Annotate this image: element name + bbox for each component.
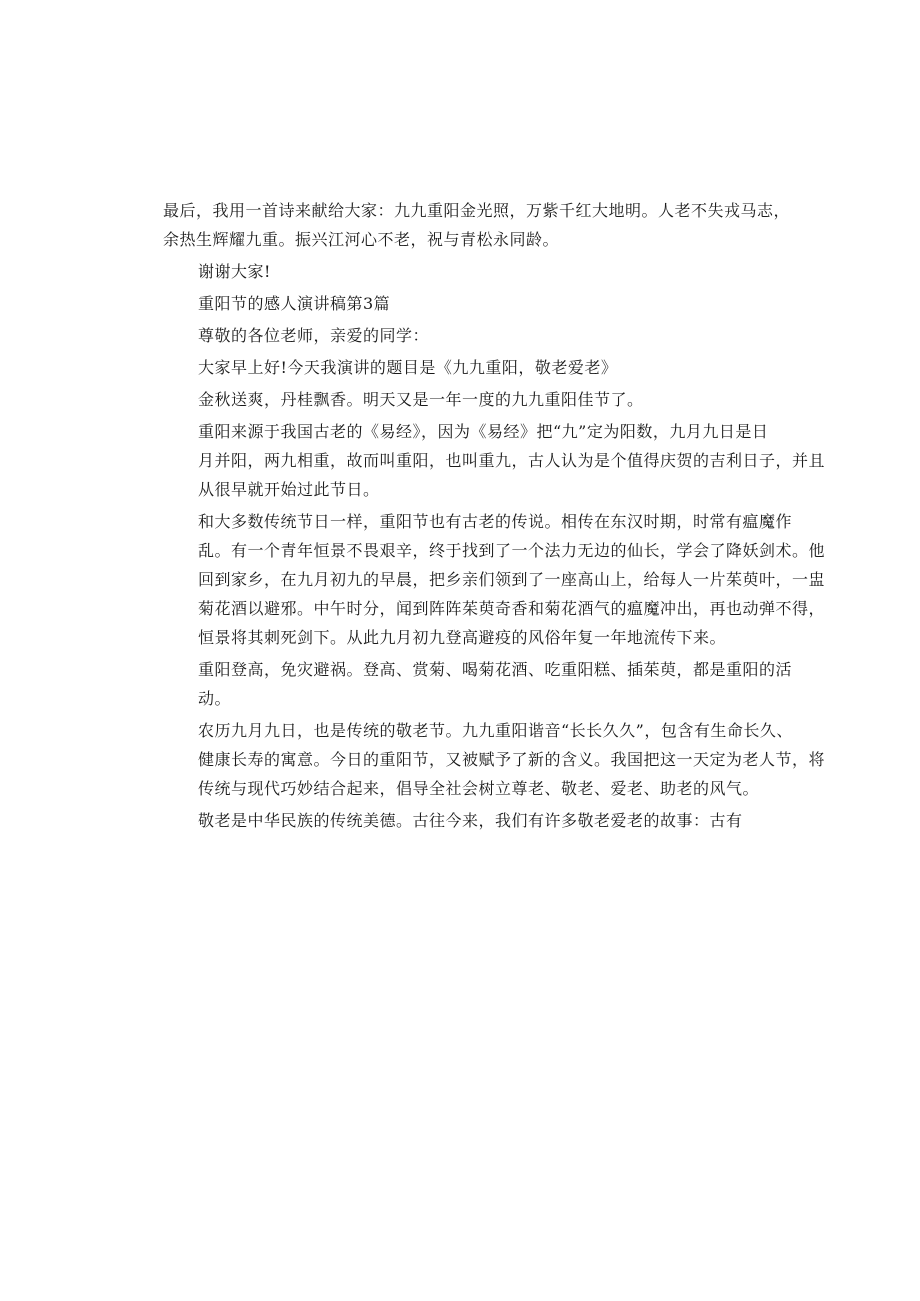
text-line: 月并阳，两九相重，故而叫重阳，也叫重九，古人认为是个值得庆贺的吉利日子，并且 [198, 451, 826, 470]
paragraph [163, 806, 763, 835]
text-line: 余热生辉耀九重。振兴江河心不老，祝与青松永同龄。 [163, 230, 560, 249]
text-line: 菊花酒以避邪。中午时分，闻到阵阵茱萸奇香和菊花酒气的瘟魔冲出，再也动弹不得， [198, 599, 826, 618]
text-line: 尊敬的各位老师，亲爱的同学： [198, 326, 430, 345]
text-line: 重阳来源于我国古老的《易经》，因为《易经》把“九”定为阳数，九月九日是日 [198, 422, 769, 441]
text-line: 重阳登高，免灾避祸。登高、赏菊、喝菊花酒、吃重阳糕、插茱萸，都是重阳的活 [198, 660, 793, 679]
text-line: 动。 [198, 689, 232, 708]
paragraph [163, 196, 791, 254]
text-line: 谢谢大家! [198, 262, 271, 281]
paragraph [163, 321, 763, 350]
document-body [163, 196, 826, 835]
text-line: 回到家乡，在九月初九的早晨，把乡亲们领到了一座高山上，给每人一片茱萸叶，一盅 [198, 570, 826, 589]
paragraph [163, 507, 826, 652]
paragraph [163, 257, 763, 286]
text-line: 大家早上好!今天我演讲的题目是《九九重阳，敬老爱老》 [198, 358, 618, 377]
text-line: 恒景将其刺死剑下。从此九月初九登高避疫的风俗年复一年地流传下来。 [198, 628, 727, 647]
paragraph [163, 716, 826, 803]
text-line: 最后，我用一首诗来献给大家：九九重阳金光照，万紫千红大地明。人老不失戎马志， [163, 201, 791, 220]
text-line: 敬老是中华民族的传统美德。古往今来，我们有许多敬老爱老的故事：古有 [198, 811, 743, 830]
text-line: 和大多数传统节日一样，重阳节也有古老的传说。相传在东汉时期，时常有瘟魔作 [198, 512, 793, 531]
paragraph [163, 655, 793, 713]
text-line: 重阳节的感人演讲稿第3篇 [198, 294, 391, 313]
text-line: 农历九月九日，也是传统的敬老节。九九重阳谐音“长长久久”，包含有生命长久、 [198, 721, 793, 740]
paragraph [163, 385, 763, 414]
paragraph [163, 417, 826, 504]
text-line: 乱。有一个青年恒景不畏艰辛，终于找到了一个法力无边的仙长，学会了降妖剑术。他 [198, 541, 826, 560]
text-line: 金秋送爽，丹桂飘香。明天又是一年一度的九九重阳佳节了。 [198, 390, 644, 409]
paragraph [163, 353, 763, 382]
paragraph [163, 289, 763, 318]
text-line: 传统与现代巧妙结合起来，倡导全社会树立尊老、敬老、爱老、助老的风气。 [198, 779, 760, 798]
text-line: 从很早就开始过此节日。 [198, 480, 380, 499]
text-line: 健康长寿的寓意。今日的重阳节，又被赋予了新的含义。我国把这一天定为老人节，将 [198, 750, 826, 769]
